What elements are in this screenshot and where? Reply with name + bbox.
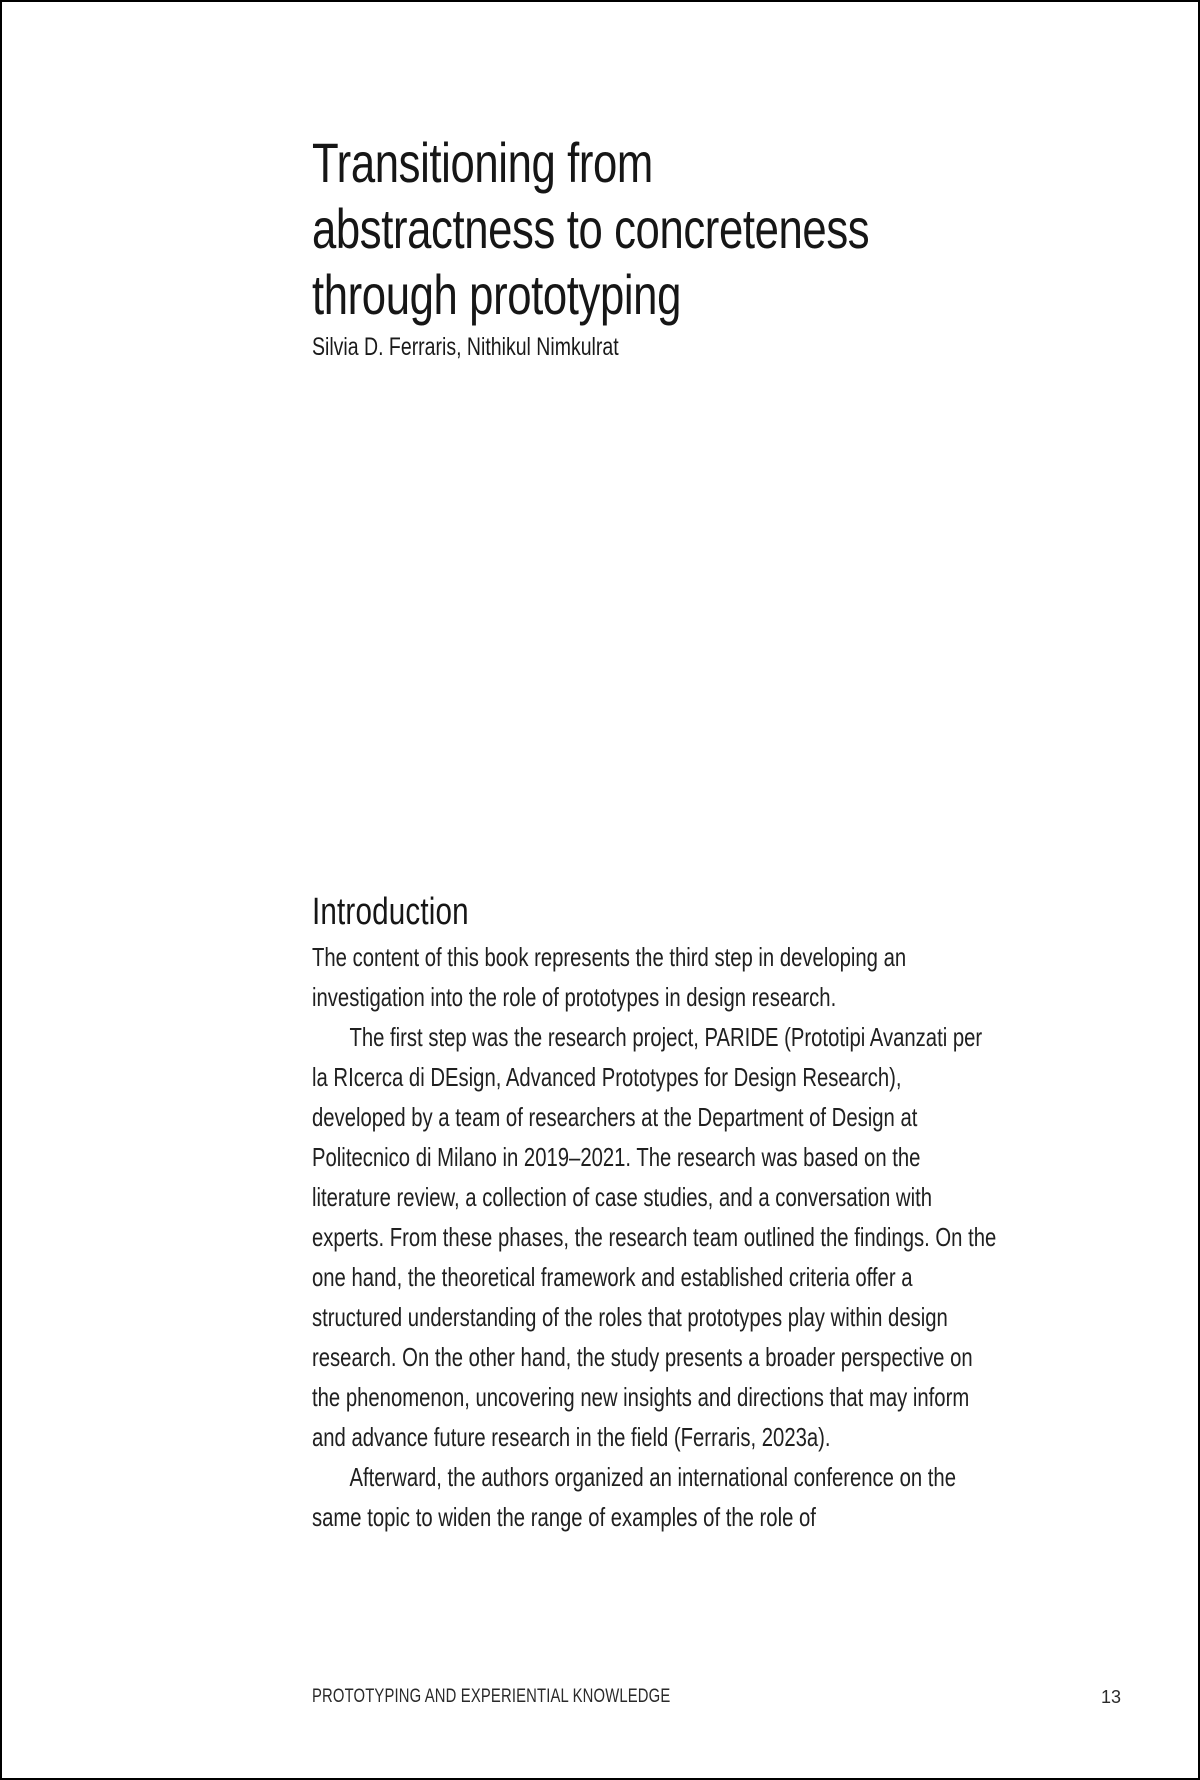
page-title [312, 130, 869, 328]
page-title-line-3: through prototyping [312, 262, 681, 326]
page-number: 13 [1100, 1687, 1121, 1707]
footer-running-title: PROTOTYPING AND EXPERIENTIAL KNOWLEDGE [312, 1686, 671, 1707]
authors-line: Silvia D. Ferraris, Nithikul Nimkulrat [312, 333, 619, 361]
page-title-line-1: Transitioning from [312, 130, 653, 194]
paragraph: Afterward, the authors organized an international conference on the same topic to widen the range of examples of the role of [312, 1462, 956, 1532]
page-title-line-2: abstractness to concreteness [312, 196, 870, 260]
section-heading-introduction: Introduction [312, 890, 469, 933]
body-text [312, 937, 998, 1537]
paragraph: The first step was the research project, PARIDE (Prototipi Avanzati per la RIcerca di DEsign, Advanced Prototypes for Design Research), developed by a team of researchers at the Department of Design at Politecnico di Milano in 2019–2021. The research was based on the literature review, a collection of case studies, and a conversation with experts. From these phases, the research team outlined the findings. On the one hand, the theoretical framework and established criteria offer a structured understanding of the roles that prototypes play within design research. On the other hand, the study presents a broader perspective on the phenomenon, uncovering new insights and directions that may inform and advance future research in the field (Ferraris, 2023a). [312, 1022, 997, 1452]
paragraph: The content of this book represents the third step in developing an investigation into the role of prototypes in design research. [312, 942, 907, 1012]
